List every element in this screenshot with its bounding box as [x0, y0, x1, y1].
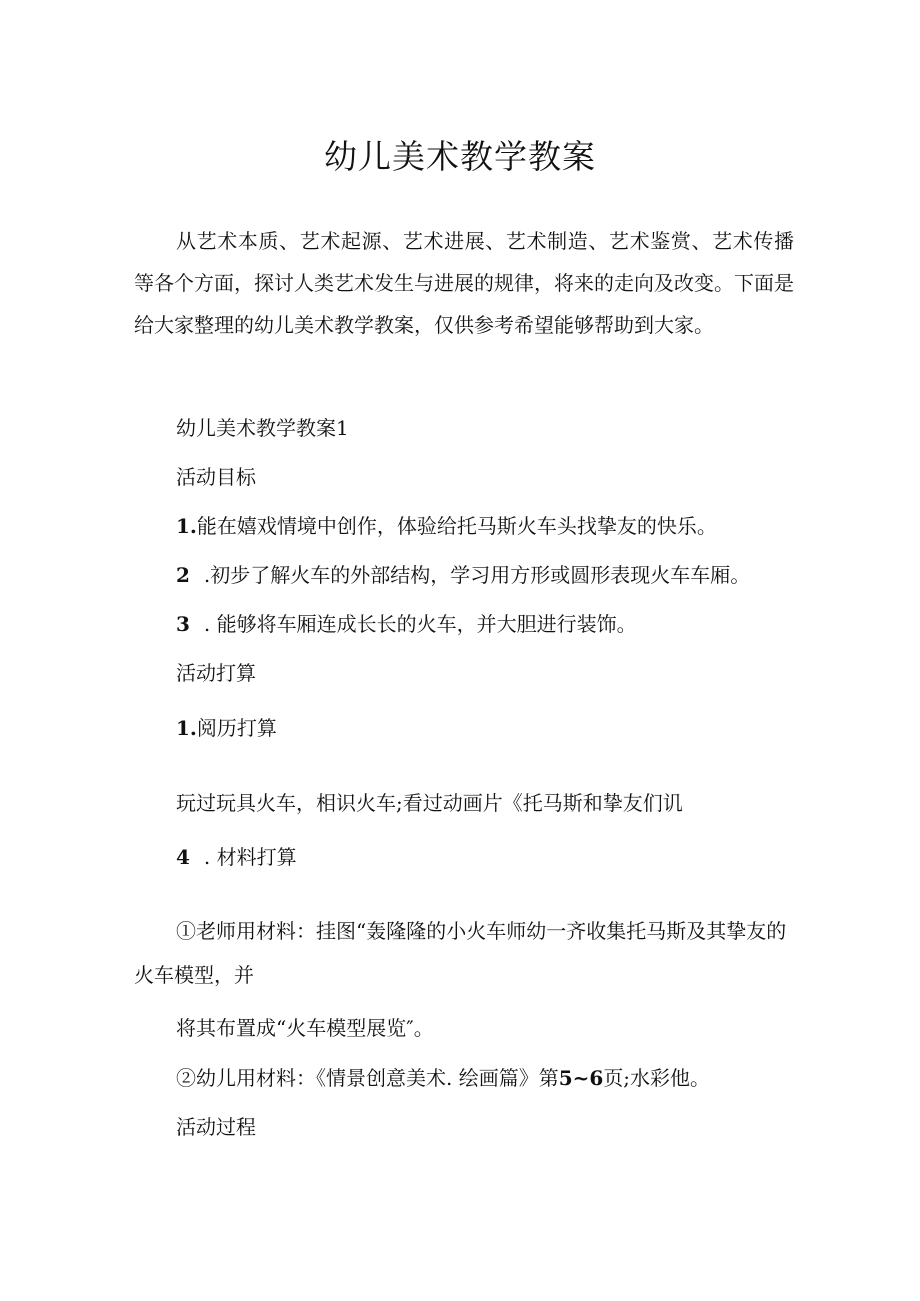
prep-heading: 活动打算: [176, 661, 256, 685]
goal-1-text: 能在嬉戏情境中创作，体验给托马斯火车头找挚友的快乐。: [196, 514, 717, 538]
material-child-pre: ②幼儿用材料：《情景创意美术. 绘画篇》第: [176, 1066, 559, 1090]
material-teacher-continuation: 将其布置成“火车模型展览″。: [176, 1016, 434, 1040]
intro-paragraph: 从艺术本质、艺术起源、艺术进展、艺术制造、艺术鉴赏、艺术传播等各个方面，探讨人类艺术发生与进展的规律，将来的走向及改变。下面是给大家整理的幼儿美术教学教案，仅供参考希望能够帮助到大家。: [134, 229, 794, 337]
section-heading: [176, 413, 349, 443]
goal-item-1: [176, 511, 717, 541]
goals-heading: 活动目标: [176, 465, 256, 489]
material-child-post: 页;水彩他。: [603, 1066, 711, 1090]
prep-item-4: [176, 842, 297, 872]
section-heading-text: 幼儿美术教学教案1: [176, 416, 349, 440]
goal-3-text: . 能够将车厢连成长长的火车，并大胆进行装饰。: [203, 612, 637, 636]
prep-1-text: 阅历打算: [196, 716, 277, 740]
goal-item-2: [176, 560, 750, 590]
goal-item-3: [176, 609, 637, 639]
goal-3-number: 3: [176, 612, 190, 636]
goal-2-text: .初步了解火车的外部结构，学习用方形或圆形表现火车车厢。: [203, 563, 751, 587]
prep-4-number: 4: [176, 845, 190, 869]
material-child-pages: 5~6: [558, 1066, 604, 1090]
material-teacher-paragraph: ①老师用材料：挂图“轰隆隆的小火车师幼一齐收集托马斯及其挚友的火车模型，并: [134, 919, 787, 987]
goal-2-number: 2: [176, 563, 190, 587]
prep-item-1: [176, 713, 277, 743]
goal-1-number: 1.: [176, 514, 197, 538]
material-child-line: [176, 1063, 710, 1093]
prep-1-body: 玩过玩具火车，相识火车;看过动画片《托马斯和挚友们讥: [176, 791, 683, 815]
process-heading: 活动过程: [176, 1115, 256, 1139]
document-title: 幼儿美术教学教案: [324, 137, 596, 176]
prep-4-text: . 材料打算: [203, 845, 297, 869]
prep-1-number: 1.: [176, 716, 197, 740]
